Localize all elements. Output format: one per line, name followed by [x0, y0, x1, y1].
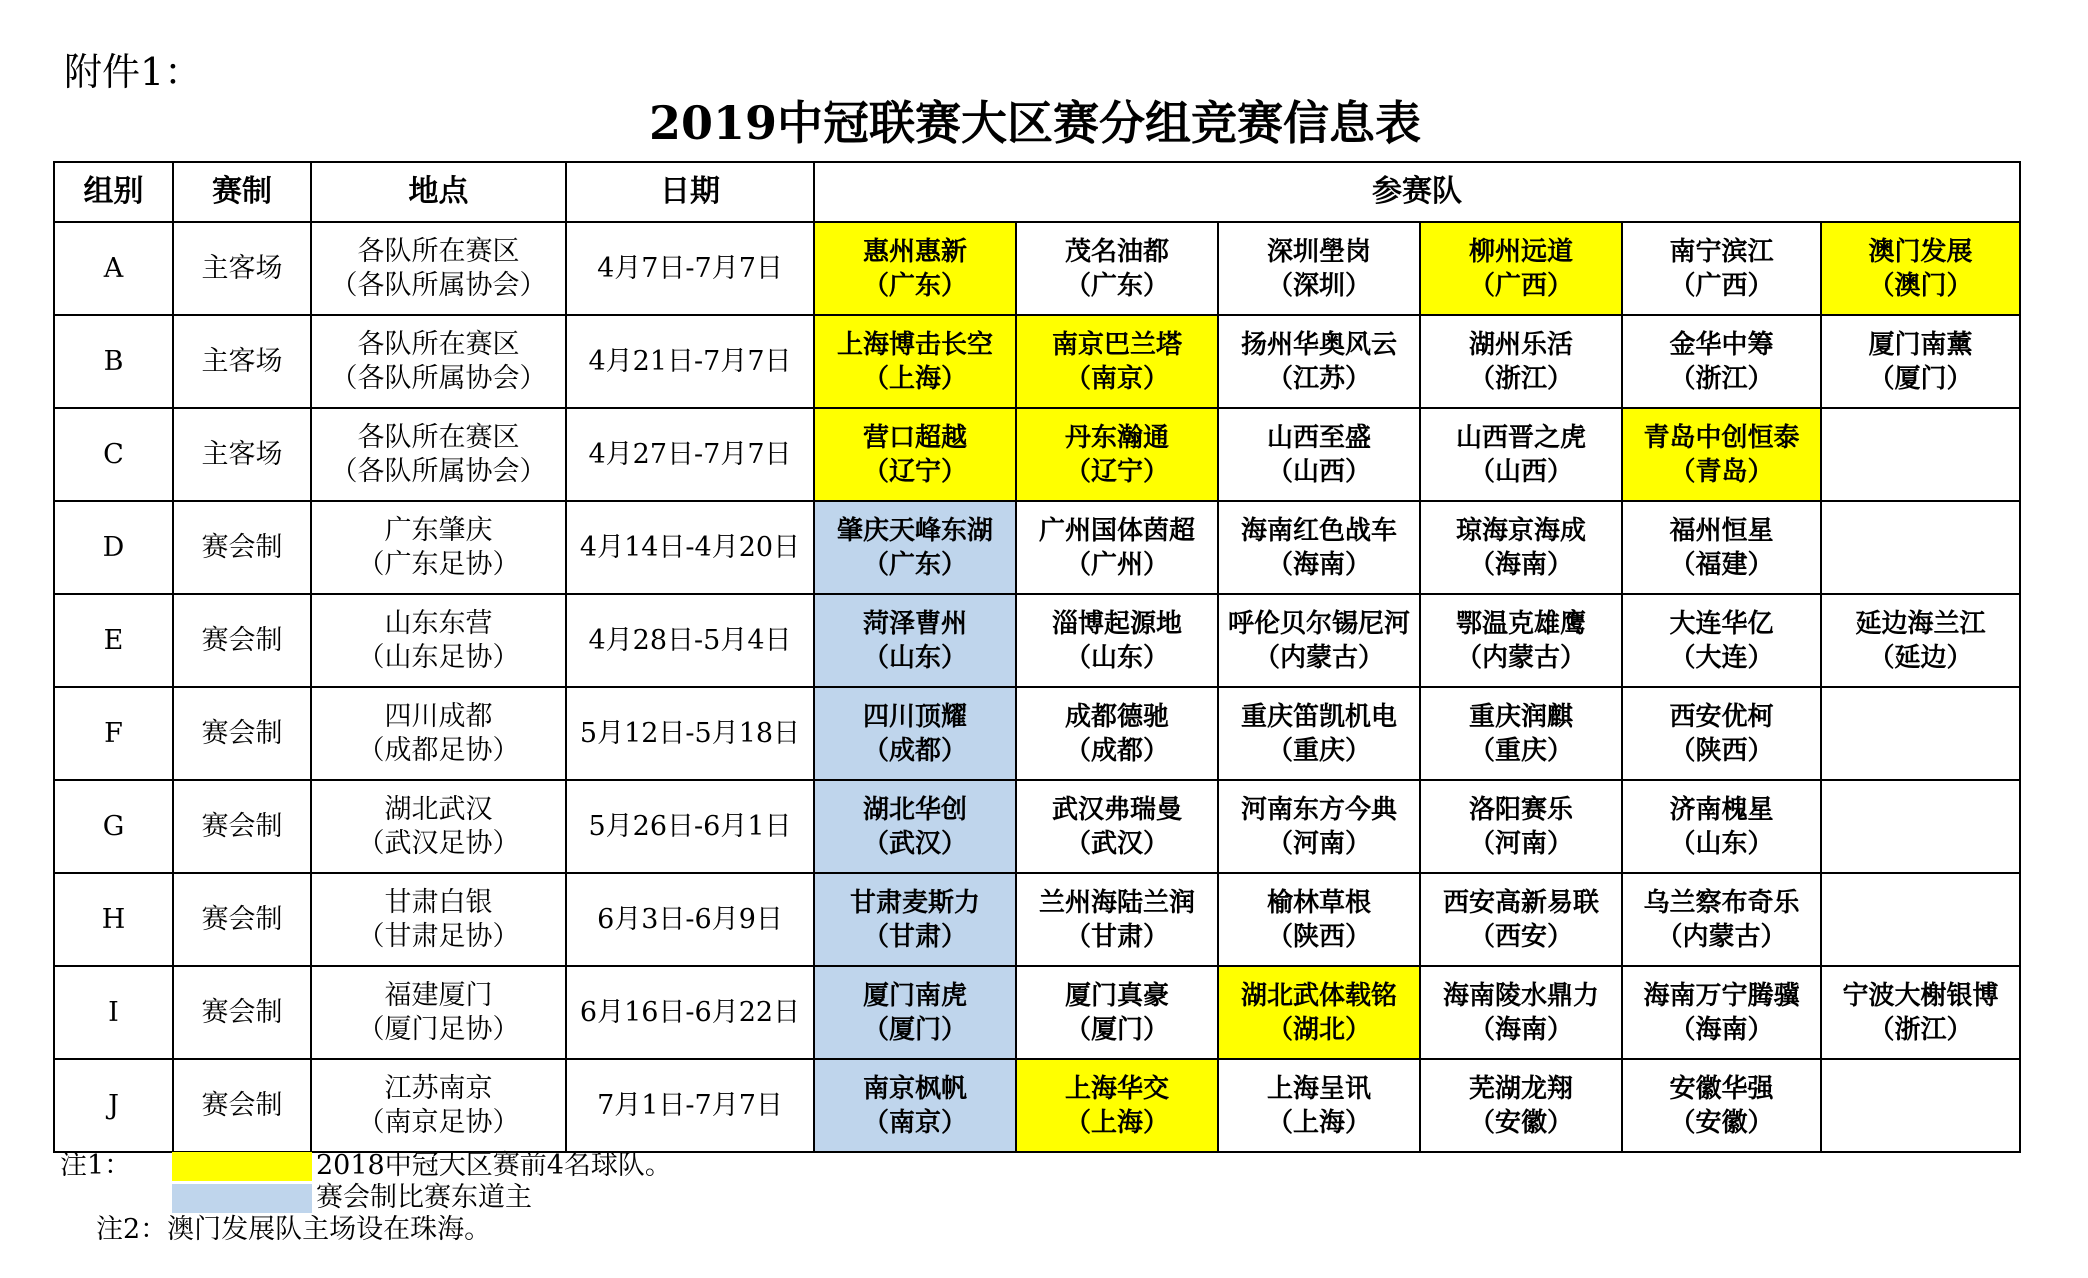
- location-cell: [311, 873, 566, 966]
- table-row: [54, 222, 2020, 315]
- team-region: （甘肃）: [1064, 921, 1169, 952]
- group-cell: C: [54, 408, 173, 501]
- format-cell: 赛会制: [173, 687, 311, 780]
- team-region: （西安）: [1468, 921, 1573, 952]
- team-region: （广州）: [1064, 549, 1169, 580]
- team-cell: [1016, 408, 1218, 501]
- format-cell: 赛会制: [173, 1059, 311, 1152]
- location-association: （南京足协）: [357, 1106, 520, 1138]
- team-name: 淄博起源地: [1051, 608, 1182, 639]
- location-cell: [311, 966, 566, 1059]
- team-region: （浙江）: [1669, 363, 1774, 394]
- team-name: 甘肃麦斯力: [849, 887, 980, 918]
- team-cell: [1622, 966, 1821, 1059]
- team-name: 上海呈讯: [1266, 1073, 1371, 1104]
- team-name: 青岛中创恒泰: [1643, 422, 1800, 453]
- legend-blue-text: 赛会制比赛东道主: [316, 1182, 532, 1213]
- team-cell: [1420, 873, 1622, 966]
- team-region: （辽宁）: [862, 456, 967, 487]
- team-region: （广东）: [862, 549, 967, 580]
- table-row: [54, 687, 2020, 780]
- table-row: [54, 1059, 2020, 1152]
- team-cell: [1016, 780, 1218, 873]
- team-name: 湖北武体载铭: [1240, 980, 1397, 1011]
- team-cell: [1420, 594, 1622, 687]
- team-cell: [1821, 594, 2020, 687]
- header-dates: 日期: [566, 162, 814, 222]
- empty-team-cell: [1821, 1059, 2020, 1152]
- location-name: 四川成都: [384, 700, 493, 732]
- team-cell: [1016, 315, 1218, 408]
- team-name: 重庆笛凯机电: [1240, 701, 1397, 732]
- team-region: （厦门）: [1064, 1014, 1169, 1045]
- dates-cell: 6月3日-6月9日: [566, 873, 814, 966]
- team-name: 乌兰察布奇乐: [1643, 887, 1800, 918]
- note1-label: 注1：: [60, 1150, 132, 1181]
- location-association: （甘肃足协）: [357, 920, 520, 952]
- table-body: [54, 222, 2020, 1152]
- empty-team-cell: [1821, 873, 2020, 966]
- team-name: 扬州华奥风云: [1240, 329, 1397, 360]
- team-region: （广东）: [1064, 270, 1169, 301]
- team-name: 海南陵水鼎力: [1442, 980, 1599, 1011]
- header-teams: 参赛队: [814, 162, 2020, 222]
- team-region: （澳门）: [1868, 270, 1973, 301]
- format-cell: 赛会制: [173, 966, 311, 1059]
- team-region: （南京）: [1064, 363, 1169, 394]
- format-cell: 主客场: [173, 315, 311, 408]
- team-name: 营口超越: [862, 422, 967, 453]
- dates-cell: 4月27日-7月7日: [566, 408, 814, 501]
- team-cell: [1218, 408, 1420, 501]
- header-location: 地点: [311, 162, 566, 222]
- location-association: （各队所属协会）: [330, 455, 547, 487]
- team-name: 武汉弗瑞曼: [1051, 794, 1182, 825]
- team-region: （南京）: [862, 1107, 967, 1138]
- team-region: （浙江）: [1868, 1014, 1973, 1045]
- team-cell: [1016, 873, 1218, 966]
- team-cell: [814, 594, 1016, 687]
- dates-cell: 4月7日-7月7日: [566, 222, 814, 315]
- team-name: 洛阳赛乐: [1468, 794, 1573, 825]
- team-region: （内蒙古）: [1656, 921, 1787, 952]
- team-name: 重庆润麒: [1468, 701, 1573, 732]
- empty-team-cell: [1821, 408, 2020, 501]
- team-name: 河南东方今典: [1240, 794, 1397, 825]
- dates-cell: 7月1日-7月7日: [566, 1059, 814, 1152]
- team-region: （甘肃）: [862, 921, 967, 952]
- team-cell: [1622, 315, 1821, 408]
- location-name: 广东肇庆: [384, 514, 493, 546]
- team-cell: [1420, 780, 1622, 873]
- table-row: [54, 315, 2020, 408]
- team-name: 安徽华强: [1669, 1073, 1774, 1104]
- team-cell: [814, 222, 1016, 315]
- team-name: 厦门南薰: [1868, 329, 1973, 360]
- dates-cell: 5月26日-6月1日: [566, 780, 814, 873]
- team-region: （辽宁）: [1064, 456, 1169, 487]
- team-region: （山东）: [1064, 642, 1169, 673]
- empty-team-cell: [1821, 687, 2020, 780]
- team-cell: [1420, 966, 1622, 1059]
- format-cell: 赛会制: [173, 594, 311, 687]
- location-cell: [311, 501, 566, 594]
- team-name: 延边海兰江: [1855, 608, 1986, 639]
- team-region: （大连）: [1669, 642, 1774, 673]
- dates-cell: 4月14日-4月20日: [566, 501, 814, 594]
- dates-cell: 4月21日-7月7日: [566, 315, 814, 408]
- team-region: （福建）: [1669, 549, 1774, 580]
- team-region: （广东）: [862, 270, 967, 301]
- team-name: 惠州惠新: [862, 236, 967, 267]
- team-name: 芜湖龙翔: [1468, 1073, 1573, 1104]
- team-region: （内蒙古）: [1455, 642, 1586, 673]
- team-cell: [1622, 873, 1821, 966]
- team-cell: [1821, 222, 2020, 315]
- legend-yellow-text: 2018中冠大区赛前4名球队。: [316, 1150, 672, 1181]
- team-name: 南宁滨江: [1669, 236, 1774, 267]
- team-cell: [1821, 966, 2020, 1059]
- empty-team-cell: [1821, 780, 2020, 873]
- team-cell: [1218, 780, 1420, 873]
- group-cell: B: [54, 315, 173, 408]
- team-name: 山西至盛: [1266, 422, 1371, 453]
- group-info-table: [53, 161, 2021, 1153]
- location-cell: [311, 687, 566, 780]
- location-association: （厦门足协）: [357, 1013, 520, 1045]
- team-name: 四川顶耀: [862, 701, 967, 732]
- team-name: 呼伦贝尔锡尼河: [1227, 608, 1410, 639]
- team-region: （上海）: [1064, 1107, 1169, 1138]
- location-cell: [311, 315, 566, 408]
- team-name: 深圳壆岗: [1266, 236, 1371, 267]
- group-cell: E: [54, 594, 173, 687]
- team-cell: [1218, 687, 1420, 780]
- table-row: [54, 408, 2020, 501]
- team-cell: [1622, 687, 1821, 780]
- team-cell: [1016, 1059, 1218, 1152]
- team-region: （重庆）: [1266, 735, 1371, 766]
- location-name: 各队所在赛区: [357, 421, 520, 453]
- team-cell: [814, 780, 1016, 873]
- team-name: 琼海京海成: [1455, 515, 1586, 546]
- team-name: 厦门真豪: [1064, 980, 1169, 1011]
- team-cell: [814, 873, 1016, 966]
- team-region: （海南）: [1669, 1014, 1774, 1045]
- location-cell: [311, 594, 566, 687]
- legend-blue-swatch: [172, 1184, 312, 1213]
- team-cell: [1218, 966, 1420, 1059]
- team-name: 大连华亿: [1669, 608, 1774, 639]
- team-cell: [1016, 222, 1218, 315]
- team-region: （山东）: [1669, 828, 1774, 859]
- group-cell: J: [54, 1059, 173, 1152]
- table-row: [54, 594, 2020, 687]
- team-cell: [1420, 501, 1622, 594]
- table-row: [54, 966, 2020, 1059]
- team-cell: [1016, 966, 1218, 1059]
- team-cell: [1420, 315, 1622, 408]
- team-cell: [1622, 408, 1821, 501]
- team-region: （延边）: [1868, 642, 1973, 673]
- table-row: [54, 780, 2020, 873]
- team-region: （武汉）: [1064, 828, 1169, 859]
- location-association: （武汉足协）: [357, 827, 520, 859]
- team-region: （江苏）: [1266, 363, 1371, 394]
- team-region: （厦门）: [1868, 363, 1973, 394]
- location-name: 甘肃白银: [384, 886, 493, 918]
- page-title: 2019中冠联赛大区赛分组竞赛信息表: [648, 96, 1422, 150]
- team-name: 福州恒星: [1669, 515, 1774, 546]
- location-name: 各队所在赛区: [357, 235, 520, 267]
- team-region: （上海）: [1266, 1107, 1371, 1138]
- team-region: （山西）: [1266, 456, 1371, 487]
- team-region: （河南）: [1468, 828, 1573, 859]
- team-name: 山西晋之虎: [1455, 422, 1586, 453]
- format-cell: 主客场: [173, 408, 311, 501]
- team-cell: [814, 966, 1016, 1059]
- location-cell: [311, 1059, 566, 1152]
- format-cell: 赛会制: [173, 501, 311, 594]
- team-cell: [814, 315, 1016, 408]
- team-region: （山东）: [862, 642, 967, 673]
- location-name: 湖北武汉: [384, 793, 493, 825]
- team-name: 茂名油都: [1064, 236, 1169, 267]
- team-region: （山西）: [1468, 456, 1573, 487]
- dates-cell: 4月28日-5月4日: [566, 594, 814, 687]
- group-cell: F: [54, 687, 173, 780]
- team-region: （厦门）: [862, 1014, 967, 1045]
- location-name: 福建厦门: [384, 979, 493, 1011]
- location-cell: [311, 408, 566, 501]
- dates-cell: 5月12日-5月18日: [566, 687, 814, 780]
- team-name: 兰州海陆兰润: [1038, 887, 1195, 918]
- location-name: 各队所在赛区: [357, 328, 520, 360]
- location-cell: [311, 222, 566, 315]
- location-association: （山东足协）: [357, 641, 520, 673]
- team-name: 丹东瀚通: [1064, 422, 1169, 453]
- team-cell: [814, 687, 1016, 780]
- format-cell: 赛会制: [173, 873, 311, 966]
- team-name: 肇庆天峰东湖: [836, 515, 993, 546]
- team-region: （武汉）: [862, 828, 967, 859]
- team-region: （成都）: [862, 735, 967, 766]
- team-name: 湖北华创: [862, 794, 967, 825]
- team-region: （安徽）: [1669, 1107, 1774, 1138]
- team-name: 菏泽曹州: [862, 608, 967, 639]
- team-name: 榆林草根: [1266, 887, 1371, 918]
- header-group: 组别: [54, 162, 173, 222]
- team-cell: [1016, 687, 1218, 780]
- team-name: 宁波大榭银博: [1842, 980, 1999, 1011]
- team-cell: [1622, 1059, 1821, 1152]
- team-cell: [1622, 501, 1821, 594]
- team-region: （湖北）: [1266, 1014, 1371, 1045]
- dates-cell: 6月16日-6月22日: [566, 966, 814, 1059]
- team-cell: [1218, 873, 1420, 966]
- team-region: （海南）: [1266, 549, 1371, 580]
- location-association: （广东足协）: [357, 548, 520, 580]
- format-cell: 赛会制: [173, 780, 311, 873]
- team-cell: [1420, 1059, 1622, 1152]
- location-cell: [311, 780, 566, 873]
- team-cell: [1218, 222, 1420, 315]
- team-cell: [814, 408, 1016, 501]
- location-association: （成都足协）: [357, 734, 520, 766]
- team-region: （内蒙古）: [1253, 642, 1384, 673]
- location-association: （各队所属协会）: [330, 362, 547, 394]
- team-name: 上海博击长空: [836, 329, 993, 360]
- team-name: 澳门发展: [1868, 236, 1973, 267]
- team-cell: [1622, 222, 1821, 315]
- location-name: 江苏南京: [384, 1072, 493, 1104]
- team-cell: [1016, 501, 1218, 594]
- table-row: [54, 873, 2020, 966]
- note2-text: 注2：澳门发展队主场设在珠海。: [96, 1214, 492, 1245]
- team-name: 成都德驰: [1064, 701, 1169, 732]
- team-name: 南京巴兰塔: [1051, 329, 1182, 360]
- team-name: 西安优柯: [1669, 701, 1774, 732]
- legend-yellow-swatch: [172, 1152, 312, 1181]
- team-region: （浙江）: [1468, 363, 1573, 394]
- team-cell: [1420, 687, 1622, 780]
- team-cell: [1622, 594, 1821, 687]
- team-cell: [1622, 780, 1821, 873]
- team-region: （河南）: [1266, 828, 1371, 859]
- team-name: 西安高新易联: [1442, 887, 1599, 918]
- team-name: 湖州乐活: [1468, 329, 1573, 360]
- team-region: （陕西）: [1266, 921, 1371, 952]
- team-cell: [1218, 315, 1420, 408]
- group-cell: I: [54, 966, 173, 1059]
- team-cell: [814, 1059, 1016, 1152]
- team-cell: [1016, 594, 1218, 687]
- team-cell: [1218, 594, 1420, 687]
- team-cell: [1420, 408, 1622, 501]
- team-region: （深圳）: [1266, 270, 1371, 301]
- team-name: 金华中筹: [1669, 329, 1774, 360]
- table-header-row: [54, 162, 2020, 222]
- location-name: 山东东营: [384, 607, 493, 639]
- group-cell: H: [54, 873, 173, 966]
- format-cell: 主客场: [173, 222, 311, 315]
- team-name: 济南槐星: [1669, 794, 1774, 825]
- location-association: （各队所属协会）: [330, 269, 547, 301]
- team-region: （重庆）: [1468, 735, 1573, 766]
- team-cell: [1420, 222, 1622, 315]
- team-cell: [814, 501, 1016, 594]
- team-name: 厦门南虎: [862, 980, 967, 1011]
- team-region: （上海）: [862, 363, 967, 394]
- team-name: 上海华交: [1064, 1073, 1169, 1104]
- team-region: （安徽）: [1468, 1107, 1573, 1138]
- team-name: 海南万宁腾骥: [1643, 980, 1800, 1011]
- group-cell: G: [54, 780, 173, 873]
- team-name: 广州国体茵超: [1038, 515, 1195, 546]
- team-region: （海南）: [1468, 1014, 1573, 1045]
- team-name: 柳州远道: [1468, 236, 1573, 267]
- attachment-label: 附件1：: [64, 50, 203, 94]
- team-region: （陕西）: [1669, 735, 1774, 766]
- team-name: 南京枫帆: [862, 1073, 967, 1104]
- header-format: 赛制: [173, 162, 311, 222]
- team-region: （成都）: [1064, 735, 1169, 766]
- team-cell: [1218, 501, 1420, 594]
- empty-team-cell: [1821, 501, 2020, 594]
- team-region: （广西）: [1669, 270, 1774, 301]
- team-region: （广西）: [1468, 270, 1573, 301]
- team-region: （青岛）: [1669, 456, 1774, 487]
- team-name: 鄂温克雄鹰: [1455, 608, 1586, 639]
- team-cell: [1218, 1059, 1420, 1152]
- table-row: [54, 501, 2020, 594]
- team-name: 海南红色战车: [1240, 515, 1397, 546]
- group-cell: D: [54, 501, 173, 594]
- team-region: （海南）: [1468, 549, 1573, 580]
- team-cell: [1821, 315, 2020, 408]
- group-cell: A: [54, 222, 173, 315]
